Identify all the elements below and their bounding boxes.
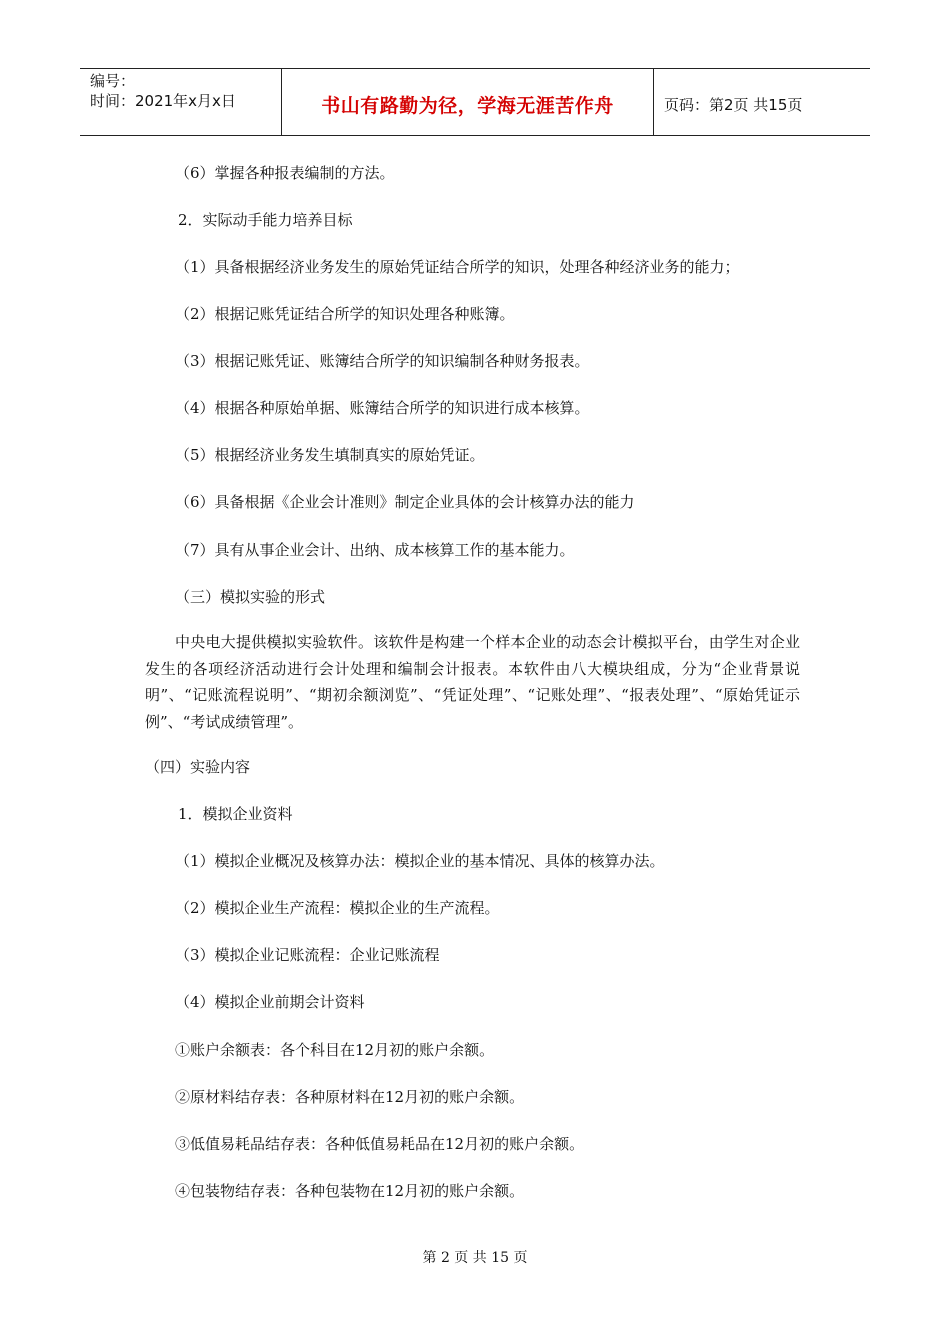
header-motto: 书山有路勤为径，学海无涯苦作舟 bbox=[282, 69, 654, 135]
text-line: （6）具备根据《企业会计准则》制定企业具体的会计核算办法的能力 bbox=[175, 493, 635, 511]
text-line: ①账户余额表：各个科目在12月初的账户余额。 bbox=[175, 1041, 495, 1059]
header-meta bbox=[80, 69, 282, 135]
text-line: （1）模拟企业概况及核算办法：模拟企业的基本情况、具体的核算办法。 bbox=[175, 852, 665, 870]
text-line: ②原材料结存表：各种原材料在12月初的账户余额。 bbox=[175, 1088, 525, 1106]
page-header bbox=[80, 68, 870, 136]
section-heading: 1．模拟企业资料 bbox=[178, 805, 293, 823]
text-line: （5）根据经济业务发生填制真实的原始凭证。 bbox=[175, 446, 485, 464]
text-line: （3）模拟企业记账流程：企业记账流程 bbox=[175, 946, 440, 964]
text-line: （1）具备根据经济业务发生的原始凭证结合所学的知识，处理各种经济业务的能力； bbox=[175, 258, 740, 276]
text-line: （2）模拟企业生产流程：模拟企业的生产流程。 bbox=[175, 899, 500, 917]
text-line: （6）掌握各种报表编制的方法。 bbox=[175, 164, 395, 182]
page-footer: 第 2 页 共 15 页 bbox=[422, 1250, 528, 1266]
text-line: （4）根据各种原始单据、账簿结合所学的知识进行成本核算。 bbox=[175, 399, 590, 417]
section-heading: 2．实际动手能力培养目标 bbox=[178, 211, 353, 229]
header-page-number bbox=[654, 69, 870, 135]
document-number-label: 编号： bbox=[90, 72, 136, 90]
text-line: （7）具有从事企业会计、出纳、成本核算工作的基本能力。 bbox=[175, 541, 575, 559]
text-line: ④包装物结存表：各种包装物在12月初的账户余额。 bbox=[175, 1182, 525, 1200]
text-line: （4）模拟企业前期会计资料 bbox=[175, 993, 365, 1011]
text-line: （2）根据记账凭证结合所学的知识处理各种账簿。 bbox=[175, 305, 515, 323]
section-heading: （三）模拟实验的形式 bbox=[175, 588, 326, 606]
text-line: （3）根据记账凭证、账簿结合所学的知识编制各种财务报表。 bbox=[175, 352, 590, 370]
body-paragraph: 中央电大提供模拟实验软件。该软件是构建一个样本企业的动态会计模拟平台，由学生对企业发生的各项经济活动进行会计处理和编制会计报表。本软件由八大模块组成，分为“企业背景说明”、“记账流程说明”、“期初余额浏览”、“凭证处理”、“记账处理”、“报表处理”、“原始凭证示例”、“考试成绩管理”。 bbox=[145, 633, 800, 731]
page-number-label: 页码：第2页 共15页 bbox=[664, 95, 803, 114]
text-line: ③低值易耗品结存表：各种低值易耗品在12月初的账户余额。 bbox=[175, 1135, 585, 1153]
document-date-label: 时间：2021年x月x日 bbox=[90, 92, 236, 110]
section-heading: （四）实验内容 bbox=[145, 758, 251, 776]
